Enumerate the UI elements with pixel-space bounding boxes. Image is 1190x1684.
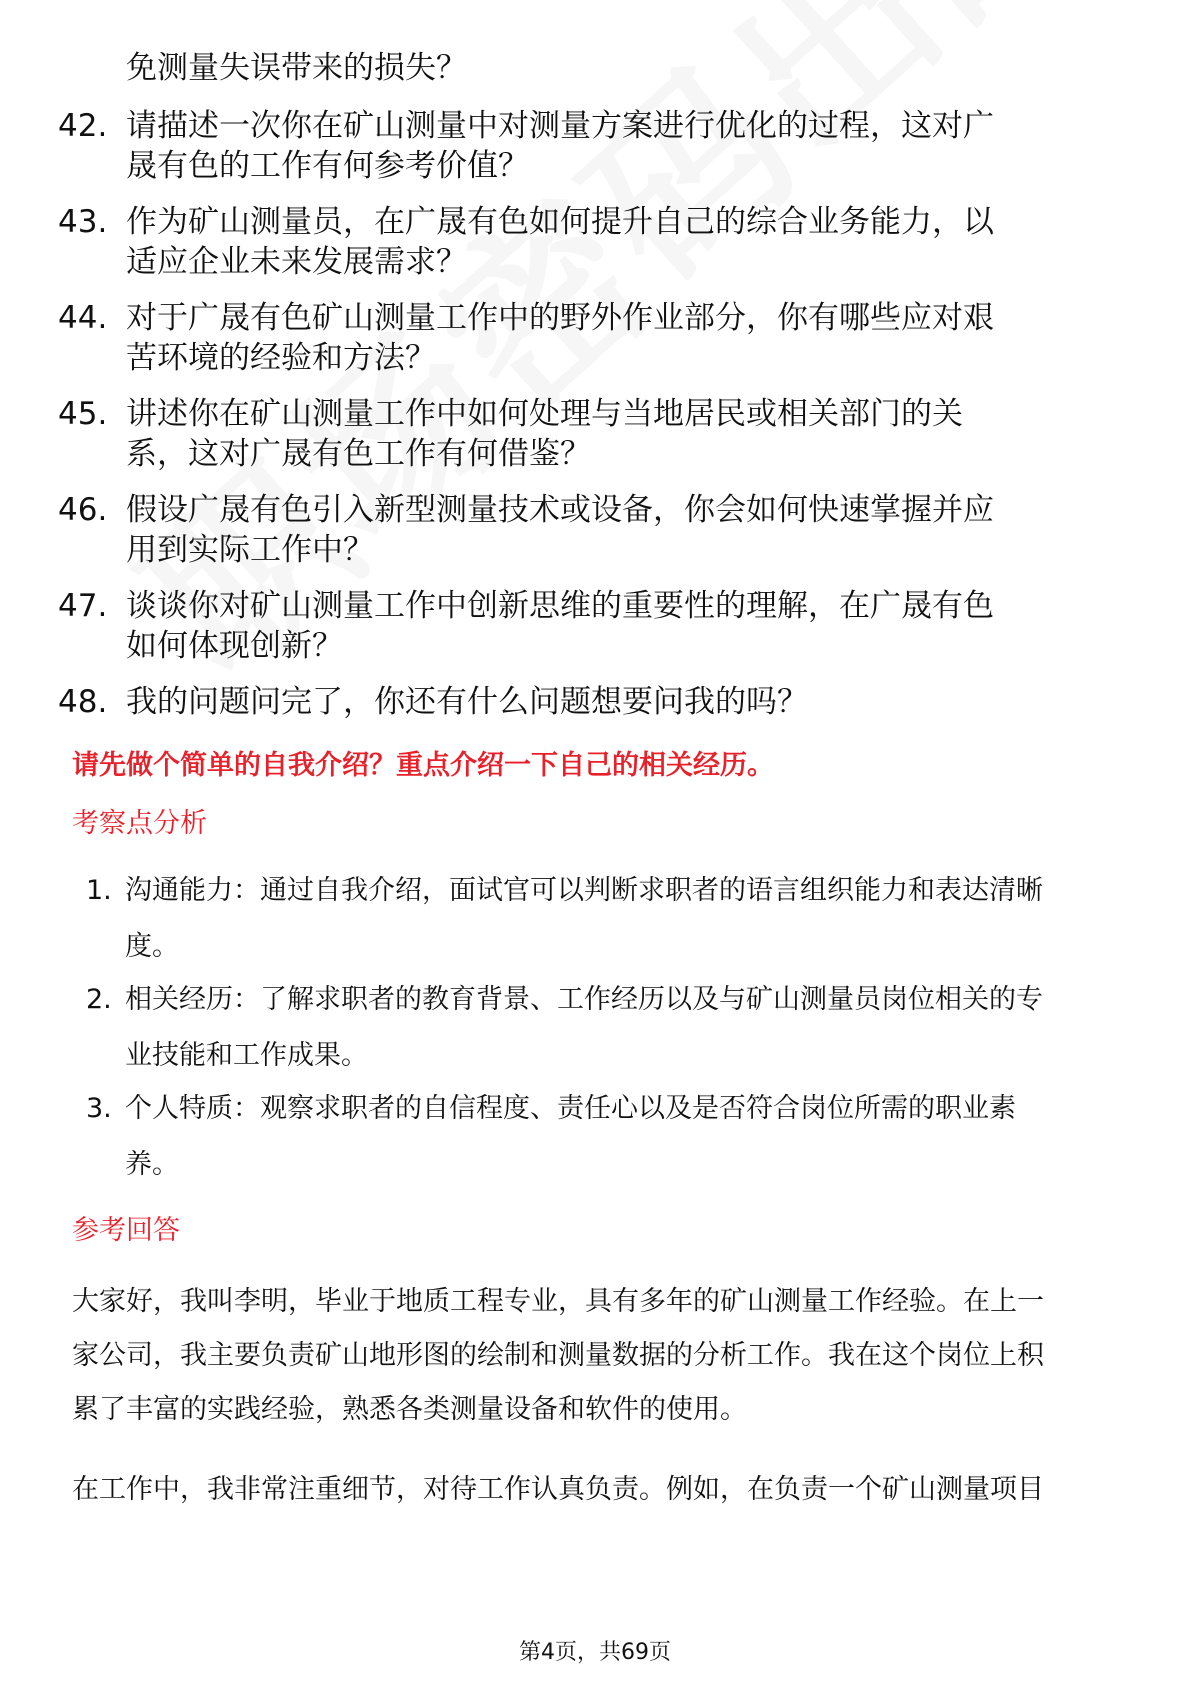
page-footer: 第4页，共69页 xyxy=(519,1640,671,1665)
question-line: 晟有色的工作有何参考价值？ xyxy=(126,148,529,184)
reference-heading: 参考回答 xyxy=(72,1215,180,1246)
answer-paragraph-line: 大家好，我叫李明，毕业于地质工程专业，具有多年的矿山测量工作经验。在上一 xyxy=(72,1286,1044,1317)
question-number: 42. xyxy=(58,108,108,144)
analysis-number: 1. xyxy=(86,875,112,906)
analysis-heading: 考察点分析 xyxy=(72,808,207,839)
analysis-line: 业技能和工作成果。 xyxy=(125,1040,368,1071)
question-line: 谈谈你对矿山测量工作中创新思维的重要性的理解，在广晟有色 xyxy=(126,588,994,624)
analysis-line: 相关经历：了解求职者的教育背景、工作经历以及与矿山测量员岗位相关的专 xyxy=(125,984,1043,1015)
question-line: 苦环境的经验和方法？ xyxy=(126,340,436,376)
question-number: 47. xyxy=(58,588,108,624)
question-line: 系，这对广晟有色工作有何借鉴？ xyxy=(126,436,591,472)
question-number: 45. xyxy=(58,396,108,432)
question-line: 请描述一次你在矿山测量中对测量方案进行优化的过程，这对广 xyxy=(126,108,994,144)
question-number: 48. xyxy=(58,684,108,720)
question-number: 43. xyxy=(58,204,108,240)
analysis-number: 3. xyxy=(86,1093,112,1124)
analysis-line: 个人特质：观察求职者的自信程度、责任心以及是否符合岗位所需的职业素 xyxy=(125,1093,1016,1124)
question-line: 对于广晟有色矿山测量工作中的野外作业部分，你有哪些应对艰 xyxy=(126,300,994,336)
analysis-line: 度。 xyxy=(125,931,179,962)
question-number: 46. xyxy=(58,492,108,528)
question-continuation: 免测量失误带来的损失？ xyxy=(126,50,467,86)
question-line: 假设广晟有色引入新型测量技术或设备，你会如何快速掌握并应 xyxy=(126,492,994,528)
analysis-line: 沟通能力：通过自我介绍，面试官可以判断求职者的语言组织能力和表达清晰 xyxy=(125,875,1043,906)
analysis-line: 养。 xyxy=(125,1149,179,1180)
section-title: 请先做个简单的自我介绍？重点介绍一下自己的相关经历。 xyxy=(72,750,774,781)
question-line: 讲述你在矿山测量工作中如何处理与当地居民或相关部门的关 xyxy=(126,396,963,432)
question-line: 我的问题问完了，你还有什么问题想要问我的吗？ xyxy=(126,684,808,720)
analysis-number: 2. xyxy=(86,984,112,1015)
question-line: 适应企业未来发展需求？ xyxy=(126,244,467,280)
question-number: 44. xyxy=(58,300,108,336)
answer-paragraph-line: 家公司，我主要负责矿山地形图的绘制和测量数据的分析工作。我在这个岗位上积 xyxy=(72,1340,1044,1371)
answer-paragraph-line: 累了丰富的实践经验，熟悉各类测量设备和软件的使用。 xyxy=(72,1394,747,1425)
answer-paragraph-line: 在工作中，我非常注重细节，对待工作认真负责。例如，在负责一个矿山测量项目 xyxy=(72,1474,1044,1505)
question-line: 用到实际工作中？ xyxy=(126,532,374,568)
question-line: 作为矿山测量员，在广晟有色如何提升自己的综合业务能力，以 xyxy=(126,204,994,240)
question-line: 如何体现创新？ xyxy=(126,628,343,664)
